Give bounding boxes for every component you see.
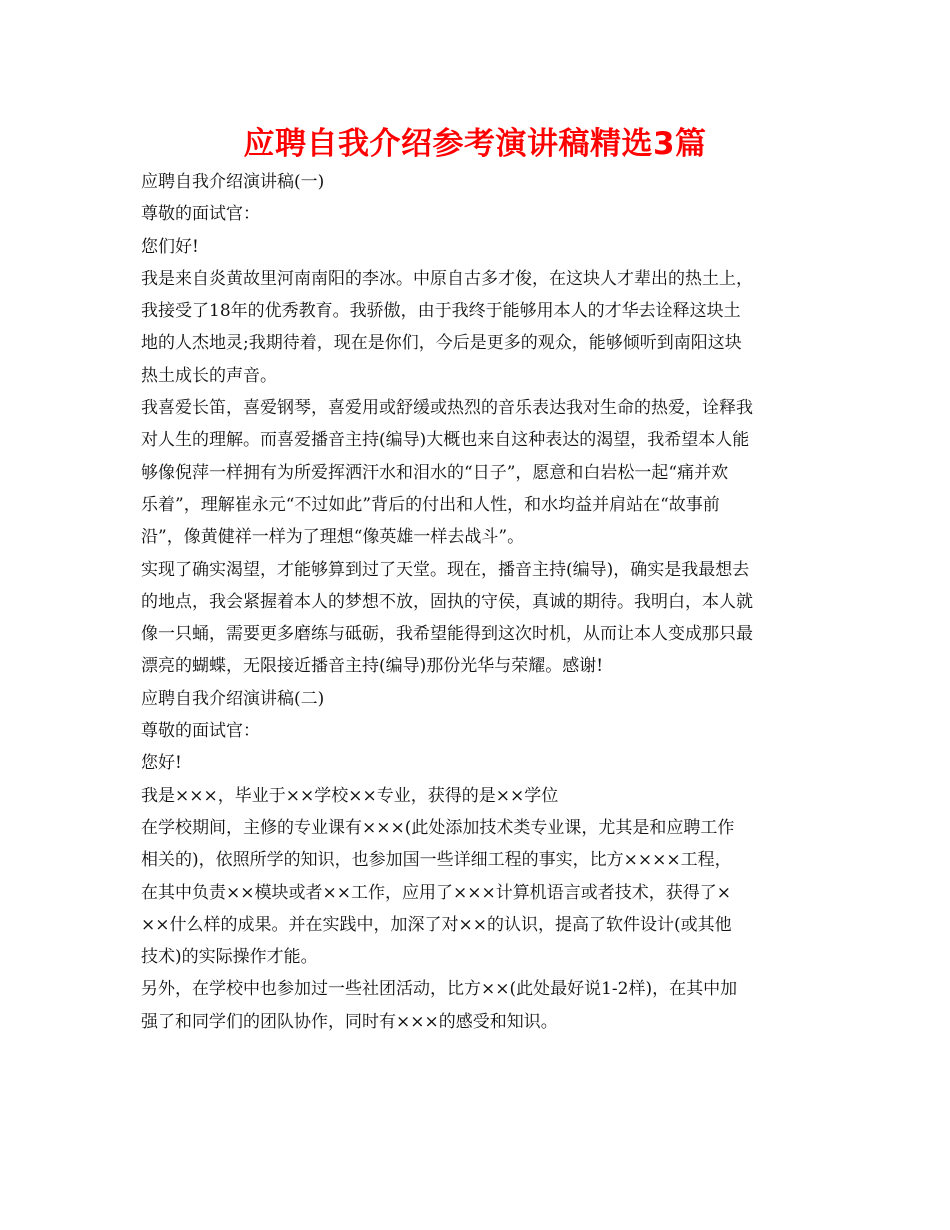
body-line: 地的人杰地灵;我期待着，现在是你们，今后是更多的观众，能够倾听到南阳这块 bbox=[141, 333, 742, 354]
body-line: 应聘自我介绍演讲稿(一) bbox=[141, 172, 325, 192]
body-line: 沿”，像黄健祥一样为了理想“像英雄一样去战斗”。 bbox=[141, 527, 525, 548]
body-line: 在学校期间，主修的专业课有×××(此处添加技术类专业课，尤其是和应聘工作 bbox=[141, 817, 735, 838]
body-line: 在其中负责××模块或者××工作，应用了×××计算机语言或者技术，获得了× bbox=[141, 882, 731, 903]
body-line: 的地点，我会紧握着本人的梦想不放，固执的守侯，真诚的期待。我明白，本人就 bbox=[141, 591, 753, 612]
body-line: 我喜爱长笛，喜爱钢琴，喜爱用或舒缓或热烈的音乐表达我对生命的热爱，诠释我 bbox=[141, 398, 753, 419]
body-line: 尊敬的面试官： bbox=[141, 721, 260, 742]
body-line: 对人生的理解。而喜爱播音主持(编导)大概也来自这种表达的渴望，我希望本人能 bbox=[141, 430, 750, 451]
document-title: 应聘自我介绍参考演讲稿精选3篇 bbox=[243, 126, 707, 162]
body-line: 另外，在学校中也参加过一些社团活动，比方××(此处最好说1-2样)，在其中加 bbox=[141, 979, 738, 1000]
body-line: 漂亮的蝴蝶，无限接近播音主持(编导)那份光华与荣耀。感谢! bbox=[141, 656, 604, 677]
body-line: 技术)的实际操作才能。 bbox=[141, 947, 318, 968]
body-line: 强了和同学们的团队协作，同时有×××的感受和知识。 bbox=[141, 1011, 558, 1032]
body-line: 您们好! bbox=[141, 236, 199, 257]
body-line: 我是×××，毕业于××学校××专业，获得的是××学位 bbox=[141, 785, 559, 806]
document-body bbox=[141, 166, 813, 1038]
body-line: 应聘自我介绍演讲稿(二) bbox=[141, 688, 325, 709]
body-line: 像一只蛹，需要更多磨练与砥砺，我希望能得到这次时机，从而让本人变成那只最 bbox=[141, 624, 753, 645]
body-line: 实现了确实渴望，才能够算到过了天堂。现在，播音主持(编导)，确实是我最想去 bbox=[141, 559, 750, 580]
body-line: 我是来自炎黄故里河南南阳的李冰。中原自古多才俊，在这块人才辈出的热土上， bbox=[141, 268, 753, 289]
body-line: 相关的)，依照所学的知识，也参加国一些详细工程的事实，比方××××工程， bbox=[141, 850, 732, 871]
body-line: 我接受了18年的优秀教育。我骄傲，由于我终于能够用本人的才华去诠释这块土 bbox=[141, 301, 741, 322]
body-line: ××什么样的成果。并在实践中，加深了对××的认识，提高了软件设计(或其他 bbox=[141, 914, 732, 935]
body-line: 尊敬的面试官： bbox=[141, 204, 260, 225]
body-line: 热土成长的声音。 bbox=[141, 365, 277, 386]
body-line: 够像倪萍一样拥有为所爱挥洒汗水和泪水的“日子”，愿意和白岩松一起“痛并欢 bbox=[141, 462, 729, 483]
body-line: 您好! bbox=[141, 753, 182, 774]
body-line: 乐着”，理解崔永元“不过如此”背后的付出和人性，和水均益并肩站在“故事前 bbox=[141, 494, 720, 515]
